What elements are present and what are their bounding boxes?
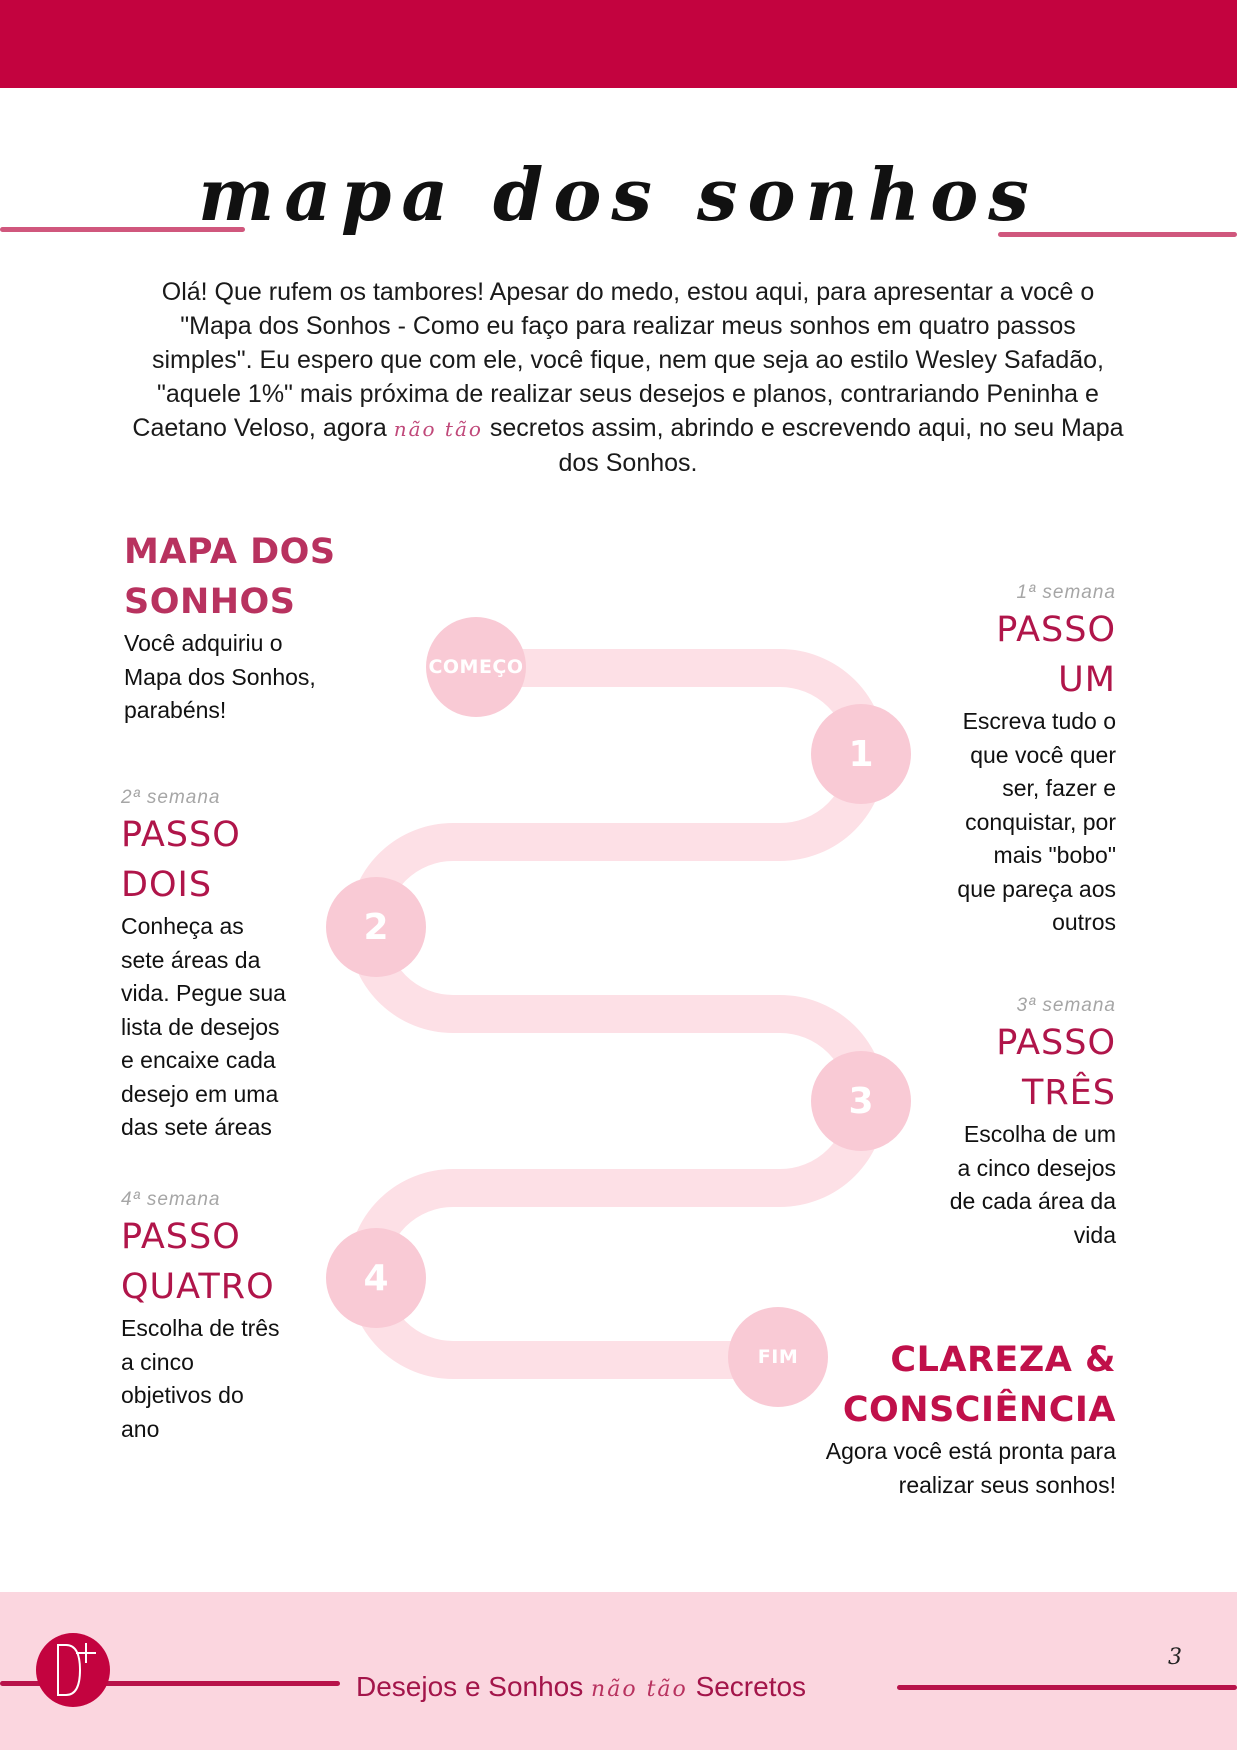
step-3-block [916, 994, 1116, 1252]
outro-body-line: realizar seus sonhos! [898, 1471, 1116, 1498]
page-title: mapa dos sonhos [198, 152, 1039, 237]
step-2-body [121, 910, 321, 1145]
step-2-body-line: e encaixe cada [121, 1047, 276, 1073]
step-1-body-line: conquistar, por [965, 808, 1116, 835]
intro-text-part2: secretos assim, abrindo e escrevendo aqui, no seu Mapa dos Sonhos. [489, 414, 1124, 477]
step-1-block [916, 581, 1116, 940]
step-3-body-line: de cada área da [949, 1188, 1116, 1214]
node-3-label: 3 [848, 1080, 874, 1122]
step-1-body-line: outros [1052, 909, 1116, 935]
outro-title-line2: CONSCIÊNCIA [842, 1390, 1116, 1430]
step-1-title-line2: UM [1058, 660, 1116, 700]
step-1-body-line: ser, fazer e [1002, 775, 1116, 801]
step-4-week: 4ª semana [121, 1189, 221, 1210]
step-3-body-line: vida [1073, 1221, 1116, 1248]
step-1-week: 1ª semana [1016, 582, 1116, 603]
footer-text-script: não tão [591, 1677, 688, 1702]
roadmap-node-4 [326, 1228, 426, 1328]
intro-block-body-line: Mapa dos Sonhos, [124, 663, 316, 690]
step-3-title-line1: PASSO [996, 1023, 1116, 1063]
footer-tagline [356, 1668, 806, 1709]
intro-text-part1: Olá! Que rufem os tambores! Apesar do medo, estou aqui, para apresentar a você o "Mapa dos Sonhos - Como eu faço para realizar meus sonhos em quatro passos simples". Eu espero que com ele, você fique, nem que seja ao estilo Wesley Safadão, "aquele 1%" mais próxima de realizar seus desejos e planos, contrariando Peninha e Caetano Veloso, agora [132, 278, 1104, 442]
brand-logo [36, 1633, 110, 1707]
step-1-body [916, 705, 1116, 940]
step-2-block [121, 786, 321, 1145]
footer-text-part1: Desejos e Sonhos [356, 1671, 584, 1702]
step-4-body-line: Escolha de três [121, 1315, 280, 1341]
step-4-title-line1: PASSO [121, 1217, 241, 1257]
step-1-body-line: Escreva tudo o [962, 708, 1116, 734]
step-2-body-line: desejo em uma [121, 1080, 279, 1107]
step-1-body-line: que você quer [970, 741, 1116, 768]
step-1-title-line1: PASSO [996, 610, 1116, 650]
step-2-body-line: das sete áreas [121, 1114, 272, 1140]
roadmap-node-2 [326, 877, 426, 977]
node-2-label: 2 [363, 906, 389, 948]
step-3-week: 3ª semana [1016, 995, 1116, 1016]
step-1-body-line: que pareça aos [957, 875, 1116, 902]
intro-block-body-line: parabéns! [124, 697, 227, 723]
footer-line-right [897, 1685, 1237, 1690]
step-2-title-line1: PASSO [121, 815, 241, 855]
outro-body-line: Agora você está pronta para [825, 1438, 1116, 1464]
step-3-body [916, 1118, 1116, 1252]
step-4-block [121, 1188, 341, 1446]
step-4-body-line: objetivos do [121, 1382, 244, 1408]
step-2-body-line: lista de desejos [121, 1013, 280, 1040]
step-2-week: 2ª semana [121, 787, 221, 808]
node-end-label: FIM [757, 1346, 799, 1368]
intro-block-title-line2: SONHOS [124, 582, 296, 622]
intro-script-accent: não tão [393, 417, 483, 441]
step-2-body-line: vida. Pegue sua [121, 980, 286, 1006]
step-3-body-line: a cinco desejos [957, 1154, 1116, 1181]
step-3-body-line: Escolha de um [963, 1121, 1116, 1147]
footer-text-part2: Secretos [695, 1671, 807, 1702]
intro-block [124, 527, 384, 728]
outro-block [780, 1335, 1116, 1502]
step-1-body-line: mais "bobo" [993, 842, 1116, 868]
step-2-body-line: sete áreas da [121, 946, 261, 973]
step-4-body [121, 1312, 341, 1446]
step-2-body-line: Conheça as [121, 913, 244, 939]
d-plus-logo-icon [36, 1633, 110, 1707]
roadmap-node-start [426, 617, 526, 717]
step-3-title-line2: TRÊS [1021, 1073, 1116, 1113]
intro-block-body [124, 627, 384, 728]
page-number: 3 [1168, 1645, 1182, 1670]
roadmap-node-3 [811, 1051, 911, 1151]
node-1-label: 1 [848, 733, 874, 775]
roadmap-node-1 [811, 704, 911, 804]
step-4-body-line: ano [121, 1415, 160, 1442]
outro-title-line1: CLAREZA & [890, 1340, 1116, 1380]
node-4-label: 4 [363, 1257, 389, 1299]
node-start-label: COMEÇO [428, 656, 524, 678]
step-4-title-line2: QUATRO [121, 1267, 275, 1307]
step-2-title-line2: DOIS [121, 865, 213, 905]
step-4-body-line: a cinco [121, 1348, 194, 1375]
intro-block-title-line1: MAPA DOS [124, 532, 336, 572]
outro-body [780, 1435, 1116, 1502]
intro-block-body-line: Você adquiriu o [124, 630, 283, 656]
